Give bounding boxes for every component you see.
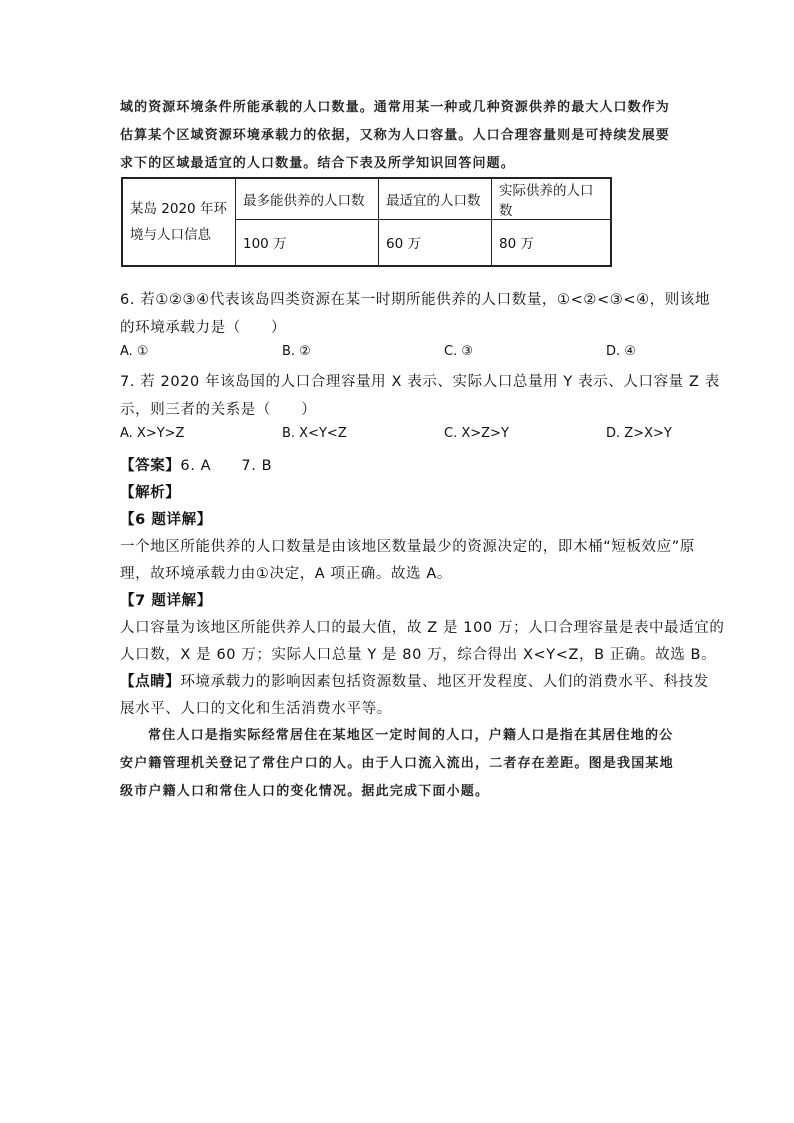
intro-line-1: 域的资源环境条件所能承载的人口数量。通常用某一种或几种资源供养的最大人口数作为 — [120, 100, 670, 115]
table-header-max: 最多能供养的人口数 — [236, 178, 379, 220]
question-6-line-2: 的环境承载力是（ ） — [120, 320, 287, 336]
q6-option-c: C. ③ — [444, 344, 473, 359]
intro-line-3: 求下的区域最适宜的人口数量。结合下表及所学知识回答问题。 — [120, 156, 515, 171]
question-6-line-1: 6. 若①②③④代表该岛四类资源在某一时期所能供养的人口数量，①<②<③<④，则该地 — [120, 292, 711, 308]
table-value-actual: 80 万 — [492, 220, 612, 266]
q7-option-b: B. X<Y<Z — [282, 426, 347, 441]
detail-6-label: 【6 题详解】 — [120, 512, 212, 528]
passage-line-1: 常住人口是指实际经常居住在某地区一定时间的人口，户籍人口是指在其居住地的公 — [148, 728, 674, 743]
table-value-optimal: 60 万 — [379, 220, 492, 266]
q6-option-a: A. ① — [120, 344, 149, 359]
q7-option-c: C. X>Z>Y — [444, 426, 509, 441]
table-header-optimal: 最适宜的人口数 — [379, 178, 492, 220]
detail-6-line-2: 理，故环境承载力由①决定，A 项正确。故选 A。 — [120, 566, 452, 582]
detail-7-line-1: 人口容量为该地区所能供养人口的最大值，故 Z 是 100 万；人口合理容量是表中最适宜的 — [120, 620, 725, 636]
tip-line-2: 展水平、人口的文化和生活消费水平等。 — [120, 701, 392, 717]
question-7-line-1: 7. 若 2020 年该岛国的人口合理容量用 X 表示、实际人口总量用 Y 表示、人口容量 Z 表 — [120, 374, 720, 390]
table-header-actual: 实际供养的人口数 — [492, 178, 612, 220]
passage-line-2: 安户籍管理机关登记了常住户口的人。由于人口流入流出，二者存在差距。图是我国某地 — [120, 756, 674, 771]
intro-line-2: 估算某个区域资源环境承载力的依据，又称为人口容量。人口合理容量则是可持续发展要 — [120, 128, 670, 143]
answer-line — [120, 454, 272, 475]
q7-option-d: D. Z>X>Y — [606, 426, 672, 441]
question-7-line-2: 示，则三者的关系是（ ） — [120, 402, 317, 418]
tip-text-1: 环境承载力的影响因素包括资源数量、地区开发程度、人们的消费水平、科技发 — [180, 674, 709, 690]
detail-7-line-2: 人口数，X 是 60 万；实际人口总量 Y 是 80 万，综合得出 X<Y<Z，B 正确。故选 B。 — [120, 647, 717, 663]
tip-label: 【点睛】 — [120, 674, 181, 690]
analysis-label: 【解析】 — [120, 485, 181, 501]
answer-label: 【答案】 — [120, 458, 181, 474]
q6-option-b: B. ② — [282, 344, 311, 359]
table-row-header: 某岛 2020 年环境与人口信息 — [122, 178, 236, 266]
tip-line-1 — [120, 670, 709, 691]
q6-option-d: D. ④ — [606, 344, 636, 359]
answer-text: 6. A 7. B — [180, 458, 273, 474]
population-info-table — [121, 177, 612, 267]
q7-option-a: A. X>Y>Z — [120, 426, 185, 441]
detail-6-line-1: 一个地区所能供养的人口数量是由该地区数量最少的资源决定的，即木桶“短板效应”原 — [120, 539, 695, 555]
detail-7-label: 【7 题详解】 — [120, 593, 212, 609]
passage-line-3: 级市户籍人口和常住人口的变化情况。据此完成下面小题。 — [120, 784, 490, 799]
table-value-max: 100 万 — [236, 220, 379, 266]
